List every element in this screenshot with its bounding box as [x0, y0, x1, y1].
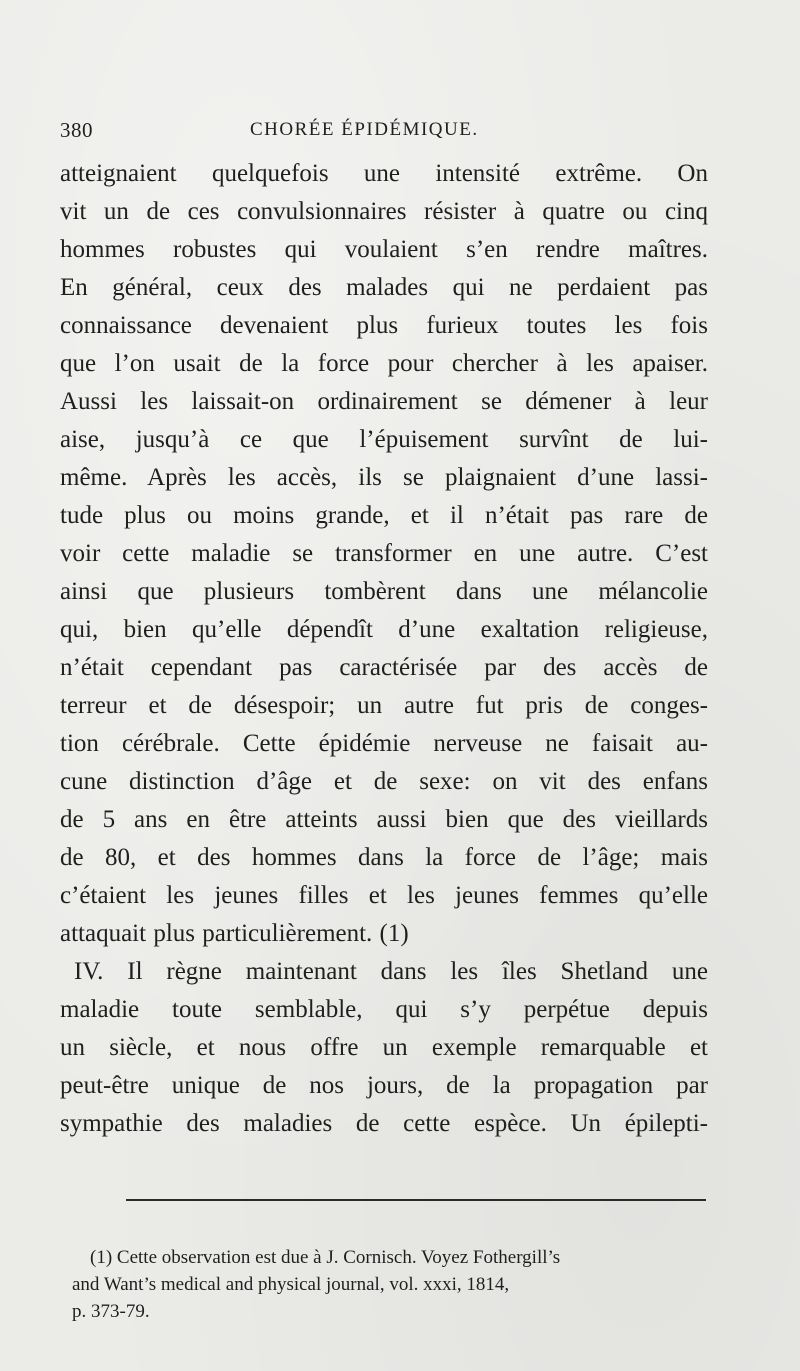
text-line: qui, bien qu’elle dépendît d’une exaltation religieuse, — [60, 616, 708, 643]
text-line: cune distinction d’âge et de sexe: on vit des enfans — [60, 768, 708, 795]
text-line: c’étaient les jeunes filles et les jeunes femmes qu’elle — [60, 882, 708, 909]
text-line: atteignaient quelquefois une intensité extrême. On — [60, 160, 708, 187]
text-line: maladie toute semblable, qui s’y perpétue depuis — [60, 996, 708, 1023]
text-line: même. Après les accès, ils se plaignaient d’une lassi- — [60, 464, 708, 491]
text-line: que l’on usait de la force pour chercher à les apaiser. — [60, 350, 708, 377]
text-line: de 5 ans en être atteints aussi bien que des vieillards — [60, 806, 708, 833]
text-line: vit un de ces convulsionnaires résister à quatre ou cinq — [60, 198, 708, 225]
text-line: de 80, et des hommes dans la force de l’âge; mais — [60, 844, 708, 871]
footnote-line: (1) Cette observation est due à J. Cornisch. Voyez Fothergill’s — [90, 1247, 561, 1268]
footnote — [72, 1244, 712, 1325]
text-line: En général, ceux des malades qui ne perdaient pas — [60, 274, 708, 301]
body-text — [60, 155, 708, 1143]
text-line: hommes robustes qui voulaient s’en rendre maîtres. — [60, 236, 708, 263]
text-line: tion cérébrale. Cette épidémie nerveuse ne faisait au- — [60, 730, 708, 757]
text-line: tude plus ou moins grande, et il n’était pas rare de — [60, 502, 708, 529]
text-line-section-start: IV. Il règne maintenant dans les îles Shetland une — [74, 958, 708, 985]
running-title: CHORÉE ÉPIDÉMIQUE. — [250, 119, 479, 140]
page-header — [60, 118, 700, 148]
text-line: aise, jusqu’à ce que l’épuisement survînt de lui- — [60, 426, 708, 453]
text-line: n’était cependant pas caractérisée par des accès de — [60, 654, 708, 681]
text-line: Aussi les laissait-on ordinairement se démener à leur — [60, 388, 708, 415]
text-line: terreur et de désespoir; un autre fut pris de conges- — [60, 692, 708, 719]
footnote-divider — [126, 1199, 706, 1201]
page-number: 380 — [60, 118, 93, 142]
text-line: sympathie des maladies de cette espèce. Un épilepti- — [60, 1110, 708, 1137]
footnote-line: p. 373-79. — [72, 1301, 150, 1322]
text-line: peut-être unique de nos jours, de la propagation par — [60, 1072, 708, 1099]
footnote-line: and Want’s medical and physical journal, vol. xxxi, 1814, — [72, 1274, 510, 1295]
text-line-paragraph-end: attaquait plus particulièrement. (1) — [60, 920, 409, 947]
text-line: ainsi que plusieurs tombèrent dans une mélancolie — [60, 578, 708, 605]
text-line: voir cette maladie se transformer en une autre. C’est — [60, 540, 708, 567]
text-line: connaissance devenaient plus furieux toutes les fois — [60, 312, 708, 339]
text-line: un siècle, et nous offre un exemple remarquable et — [60, 1034, 708, 1061]
